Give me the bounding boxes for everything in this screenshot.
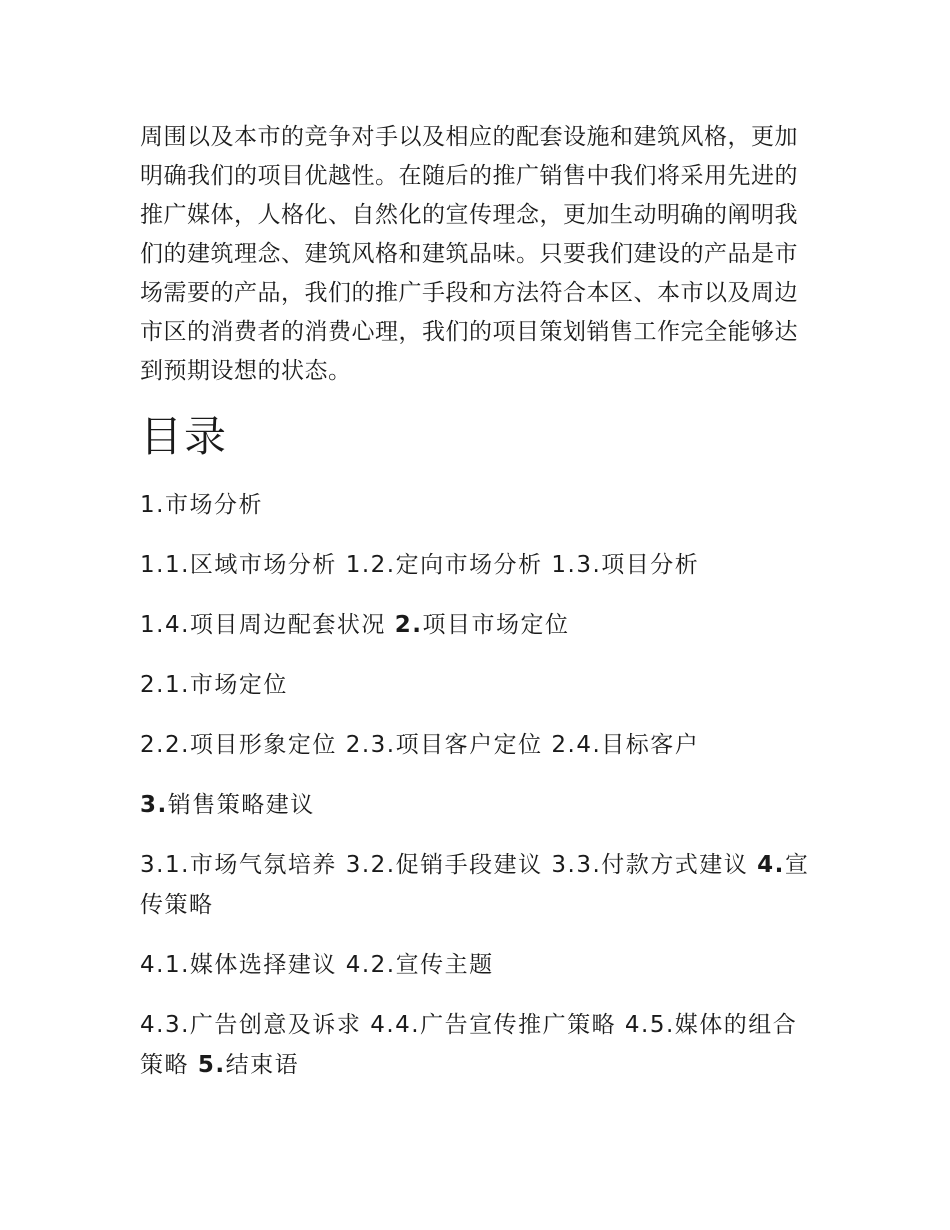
toc-line-1: 1.市场分析 bbox=[140, 492, 263, 518]
toc-title: 目录 bbox=[140, 412, 229, 461]
toc-line-9: 4.3.广告创意及诉求 4.4.广告宣传推广策略 4.5.媒体的组合策略 5.结束语 bbox=[140, 1012, 798, 1078]
toc-line-3: 1.4.项目周边配套状况 2.项目市场定位 bbox=[140, 612, 570, 638]
toc-line-7: 3.1.市场气氛培养 3.2.促销手段建议 3.3.付款方式建议 4.宣传策略 bbox=[140, 852, 810, 918]
document-page bbox=[140, 118, 820, 1105]
section-number: 3. bbox=[140, 792, 168, 818]
table-of-contents bbox=[140, 485, 820, 1085]
toc-line-2: 1.1.区域市场分析 1.2.定向市场分析 1.3.项目分析 bbox=[140, 552, 700, 578]
section-number: 2. bbox=[394, 612, 423, 638]
intro-paragraph: 周围以及本市的竞争对手以及相应的配套设施和建筑风格，更加明确我们的项目优越性。在随后的推广销售中我们将采用先进的推广媒体，人格化、自然化的宣传理念，更加生动明确的阐明我们的建筑理念、建筑风格和建筑品味。只要我们建设的产品是市场需要的产品，我们的推广手段和方法符合本区、本市以及周边市区的消费者的消费心理，我们的项目策划销售工作完全能够达到预期设想的状态。 bbox=[140, 124, 798, 384]
toc-line-4: 2.1.市场定位 bbox=[140, 672, 288, 698]
toc-line-8: 4.1.媒体选择建议 4.2.宣传主题 bbox=[140, 952, 494, 978]
toc-line-6: 3.销售策略建议 bbox=[140, 792, 315, 818]
section-number: 5. bbox=[197, 1052, 226, 1078]
section-number: 4. bbox=[757, 852, 785, 878]
toc-line-5: 2.2.项目形象定位 2.3.项目客户定位 2.4.目标客户 bbox=[140, 732, 700, 758]
